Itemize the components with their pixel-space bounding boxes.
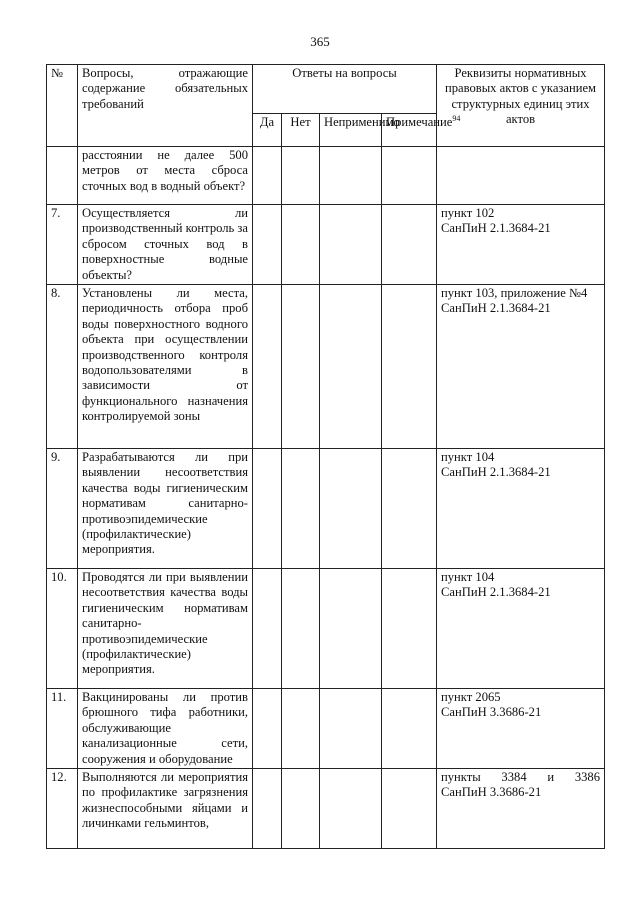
row-number: 12. <box>47 769 78 849</box>
requisite-line-2: СанПиН 2.1.3684-21 <box>441 221 551 236</box>
requisite-line-1: пункт 104 <box>441 570 495 585</box>
answer-no-cell[interactable] <box>282 449 320 569</box>
row-question: Вакцинированы ли против брюшного тифа работники, обслуживающие канализационные сети, сооружения и оборудование <box>78 689 253 769</box>
table-row <box>47 569 605 689</box>
answer-note-cell[interactable] <box>382 285 437 449</box>
row-requisites <box>437 569 605 689</box>
answer-yes-cell[interactable] <box>253 285 282 449</box>
row-number: 10. <box>47 569 78 689</box>
answer-no-cell[interactable] <box>282 689 320 769</box>
header-note-footnote: 94 <box>452 113 461 123</box>
header-note <box>382 113 461 147</box>
answer-yes-cell[interactable] <box>253 689 282 769</box>
answer-na-cell[interactable] <box>320 205 382 285</box>
table-row <box>47 449 605 569</box>
table-row <box>47 285 605 449</box>
row-number: 9. <box>47 449 78 569</box>
checklist-table <box>46 64 605 849</box>
answer-na-cell[interactable] <box>320 769 382 849</box>
row-requisites <box>437 769 605 849</box>
answer-note-cell[interactable] <box>382 569 437 689</box>
row-question: Выполняются ли мероприятия по профилактике загрязнения жизнеспособными яйцами и личинками гельминтов, <box>78 769 253 849</box>
requisite-line-1: пункт 2065 <box>441 690 501 705</box>
row-number: 7. <box>47 205 78 285</box>
answer-na-cell[interactable] <box>320 449 382 569</box>
row-number: 8. <box>47 285 78 449</box>
answer-note-cell[interactable] <box>382 147 437 205</box>
row-requisites <box>437 205 605 285</box>
answer-na-cell[interactable] <box>320 569 382 689</box>
requisite-line-2: СанПиН 2.1.3684-21 <box>441 465 551 480</box>
row-number: 11. <box>47 689 78 769</box>
header-note-label: Примечание <box>386 115 453 129</box>
requisite-line-2: СанПиН 2.1.3684-21 <box>441 585 551 600</box>
row-question: Разрабатываются ли при выявлении несоответствия качества воды гигиеническим нормативам санитарно-противоэпидемические (профилактические) мероприятия. <box>78 449 253 569</box>
row-requisites <box>437 285 605 449</box>
requisite-line-1: пункты 3384 и 3386 <box>441 770 601 785</box>
answer-yes-cell[interactable] <box>253 205 282 285</box>
answer-note-cell[interactable] <box>382 689 437 769</box>
requisite-line-1: пункт 102 <box>441 206 495 220</box>
answer-yes-cell[interactable] <box>253 569 282 689</box>
answer-no-cell[interactable] <box>282 569 320 689</box>
table-row <box>47 689 605 769</box>
header-yes: Да <box>253 114 282 147</box>
answer-na-cell[interactable] <box>320 147 382 205</box>
requisite-line-2: СанПиН 3.3686-21 <box>441 705 542 720</box>
answer-note-cell[interactable] <box>382 205 437 285</box>
header-questions: Вопросы, отражающие содержание обязательных требований <box>78 65 253 147</box>
answer-note-cell[interactable] <box>382 769 437 849</box>
answer-yes-cell[interactable] <box>253 147 282 205</box>
answer-no-cell[interactable] <box>282 205 320 285</box>
table-row <box>47 769 605 849</box>
answer-na-cell[interactable] <box>320 689 382 769</box>
row-question: Проводятся ли при выявлении несоответствия качества воды гигиеническим нормативам санитарно-противоэпидемические (профилактические) мероприятия. <box>78 569 253 689</box>
header-answers: Ответы на вопросы <box>253 65 437 114</box>
row-number <box>47 147 78 205</box>
row-question: Осуществляется ли производственный контроль за сбросом сточных вод в поверхностные водные объекты? <box>78 205 253 285</box>
table-row <box>47 205 605 285</box>
requisite-line-1: пункт 103, приложение №4 <box>441 286 588 301</box>
header-not-applicable: Неприменимо <box>320 114 382 147</box>
answer-yes-cell[interactable] <box>253 769 282 849</box>
requisite-line-1: пункт 104 <box>441 450 495 465</box>
row-question: Установлены ли места, периодичность отбора проб воды поверхностного водного объекта при осуществлении производственного контроля водопользователями в зависимости от функционального назначения контролируемой зоны <box>78 285 253 449</box>
answer-yes-cell[interactable] <box>253 449 282 569</box>
row-requisites <box>437 147 605 205</box>
requisite-line-2: СанПиН 3.3686-21 <box>441 785 542 800</box>
answer-note-cell[interactable] <box>382 449 437 569</box>
row-requisites <box>437 689 605 769</box>
header-requisites: Реквизиты нормативных правовых актов с указанием структурных единиц этих актов <box>437 65 605 147</box>
answer-no-cell[interactable] <box>282 147 320 205</box>
header-num: № <box>47 65 78 147</box>
answer-no-cell[interactable] <box>282 285 320 449</box>
answer-na-cell[interactable] <box>320 285 382 449</box>
row-requisites <box>437 449 605 569</box>
answer-no-cell[interactable] <box>282 769 320 849</box>
header-no: Нет <box>282 114 320 147</box>
row-question: расстоянии не далее 500 метров от места сброса сточных вод в водный объект? <box>78 147 253 205</box>
page-number: 365 <box>310 34 330 49</box>
requisite-line-2: СанПиН 2.1.3684-21 <box>441 301 551 316</box>
table-row <box>47 147 605 205</box>
